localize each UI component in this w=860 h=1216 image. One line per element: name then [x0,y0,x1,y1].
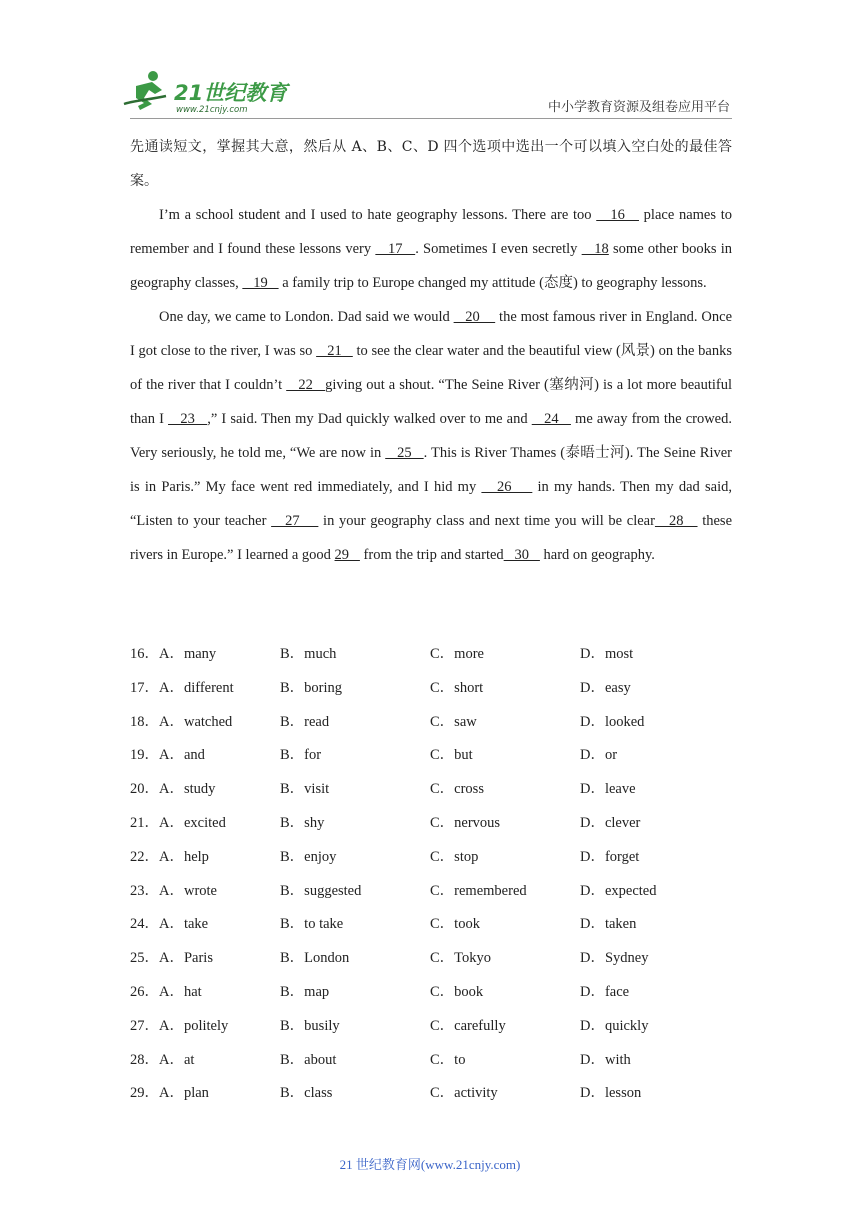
option-c: C．stop [430,848,479,865]
option-b: B．read [280,713,330,730]
option-b: B．much [280,646,337,662]
option-a: 16．A．many [130,646,217,662]
answer-blank: 21 [316,343,353,359]
option-a: 23．A．wrote [130,882,217,899]
question-row [130,739,732,773]
question-row [130,807,732,841]
question-row [130,908,732,942]
passage-text: hard on geography. [539,547,655,563]
answer-blank: 28 [654,513,698,529]
option-b: B．enjoy [280,848,337,865]
option-a: 27．A．politely [130,1017,229,1034]
header-divider [130,118,732,119]
question-row [130,773,732,807]
passage-paragraph [130,300,732,572]
answer-blank: 18 [581,241,609,257]
option-b: B．boring [280,679,343,696]
passage-text: . Sometimes I even secretly [415,241,582,257]
option-a: 28．A．at [130,1051,195,1068]
logo-title: 21世纪教育 [174,81,288,105]
option-c: C．carefully [430,1017,506,1034]
option-a: 29．A．plan [130,1085,209,1102]
option-c: C．cross [430,781,484,798]
option-d: D．forget [580,848,640,865]
option-d: D．clever [580,814,641,831]
option-d: D．with [580,1051,631,1068]
runner-icon [124,71,166,110]
passage-text: I’m a school student and I used to hate geography lessons. There are too [159,207,597,223]
answer-blank: 25 [385,445,424,461]
question-row [130,1010,732,1044]
answer-blank: 19 [242,275,279,291]
question-row [130,875,732,909]
answer-blank: 23 [168,411,208,427]
passage-text: from the trip and started [359,547,504,563]
option-a: 20．A．study [130,781,216,798]
question-row [130,672,732,706]
passage-text: ,” I said. Then my Dad quickly walked over to me and [207,411,532,427]
option-a: 17．A．different [130,679,234,696]
option-b: B．London [280,950,350,967]
answer-blank: 26 [481,479,533,495]
option-c: C．book [430,983,484,1000]
option-b: B．suggested [280,882,362,899]
answer-blank: 22 [286,377,326,393]
reading-passage [130,130,732,572]
passage-text: place names to remember and I found these lessons very [130,207,732,257]
options-list [130,638,732,1111]
passage-text: these rivers in Europe.” I learned a good [130,513,733,563]
passage-text: a family trip to Europe changed my attitude (态度) to geography lessons. [278,275,707,291]
option-d: D．Sydney [580,950,649,967]
option-d: D．most [580,646,634,662]
option-c: C．but [430,747,473,764]
footer-source: 21 世纪教育网(www.21cnjy.com) [339,1157,521,1172]
option-c: C．remembered [430,882,527,899]
question-row [130,638,732,672]
answer-blank: 16 [596,207,639,223]
passage-text: to see the clear water and the beautiful view (风景) on the banks of the river that I couldn’t [130,343,733,393]
answer-blank: 20 [453,309,496,325]
option-c: C．to [430,1051,466,1068]
option-c: C．Tokyo [430,950,492,967]
option-d: D．face [580,983,630,1000]
question-row [130,841,732,875]
passage-text: me away from the crowed. Very seriously, he told me, “We are now in [130,411,732,461]
option-b: B．class [280,1085,333,1102]
passage-text: some other books in geography classes, [130,241,733,291]
option-b: B．visit [280,781,330,798]
passage-text: the most famous river in England. Once I got close to the river, I was so [130,309,733,359]
question-row [130,1077,732,1111]
question-row [130,976,732,1010]
passage-text: giving out a shout. “The Seine River (塞纳河) is a lot more beautiful than I [130,377,732,427]
passage-text: One day, we came to London. Dad said we would [159,309,454,325]
option-b: B．about [280,1051,337,1068]
option-a: 18．A．watched [130,713,233,730]
passage-text: in my hands. Then my dad said, “Listen to your teacher [130,479,732,529]
answer-blank: 24 [531,411,571,427]
site-logo [122,70,292,116]
answer-blank: 27 [271,513,319,529]
option-c: C．activity [430,1085,498,1102]
option-c: C．saw [430,713,477,730]
option-a: 26．A．hat [130,983,202,1000]
option-c: C．took [430,916,480,933]
question-row [130,706,732,740]
answer-blank: 29 [334,547,360,563]
platform-name: 中小学教育资源及组卷应用平台 [547,100,730,115]
option-b: B．map [280,983,330,1000]
option-d: D．leave [580,781,636,798]
option-b: B．shy [280,814,325,831]
option-c: C．short [430,679,484,696]
option-d: D．or [580,747,618,764]
answer-blank: 17 [375,241,416,257]
instructions: 先通读短文，掌握其大意，然后从 A、B、C、D 四个选项中选出一个可以填入空白处的最佳答案。 [130,139,732,189]
question-row [130,942,732,976]
option-a: 21．A．excited [130,814,226,831]
option-a: 22．A．help [130,848,209,865]
option-d: D．looked [580,713,645,730]
option-c: C．nervous [430,814,501,831]
logo-url: www.21cnjy.com [176,105,248,115]
option-d: D．expected [580,882,657,899]
option-d: D．taken [580,916,637,933]
passage-paragraph [130,198,732,300]
option-d: D．lesson [580,1085,642,1102]
option-a: 25．A．Paris [130,950,213,967]
answer-blank: 30 [503,547,540,563]
option-b: B．to take [280,916,344,933]
passage-text: in your geography class and next time you will be clear [318,513,655,529]
passage-body [130,198,732,572]
option-b: B．for [280,747,322,764]
option-d: D．quickly [580,1017,649,1034]
option-b: B．busily [280,1017,340,1034]
option-a: 19．A．and [130,747,205,764]
option-a: 24．A．take [130,916,209,933]
question-row [130,1044,732,1078]
passage-text: . This is River Thames (泰晤士河). The Seine River is in Paris.” My face went red immediately, and I hid my [130,445,732,495]
page-header [0,0,860,120]
option-c: C．more [430,646,484,662]
option-d: D．easy [580,679,631,696]
